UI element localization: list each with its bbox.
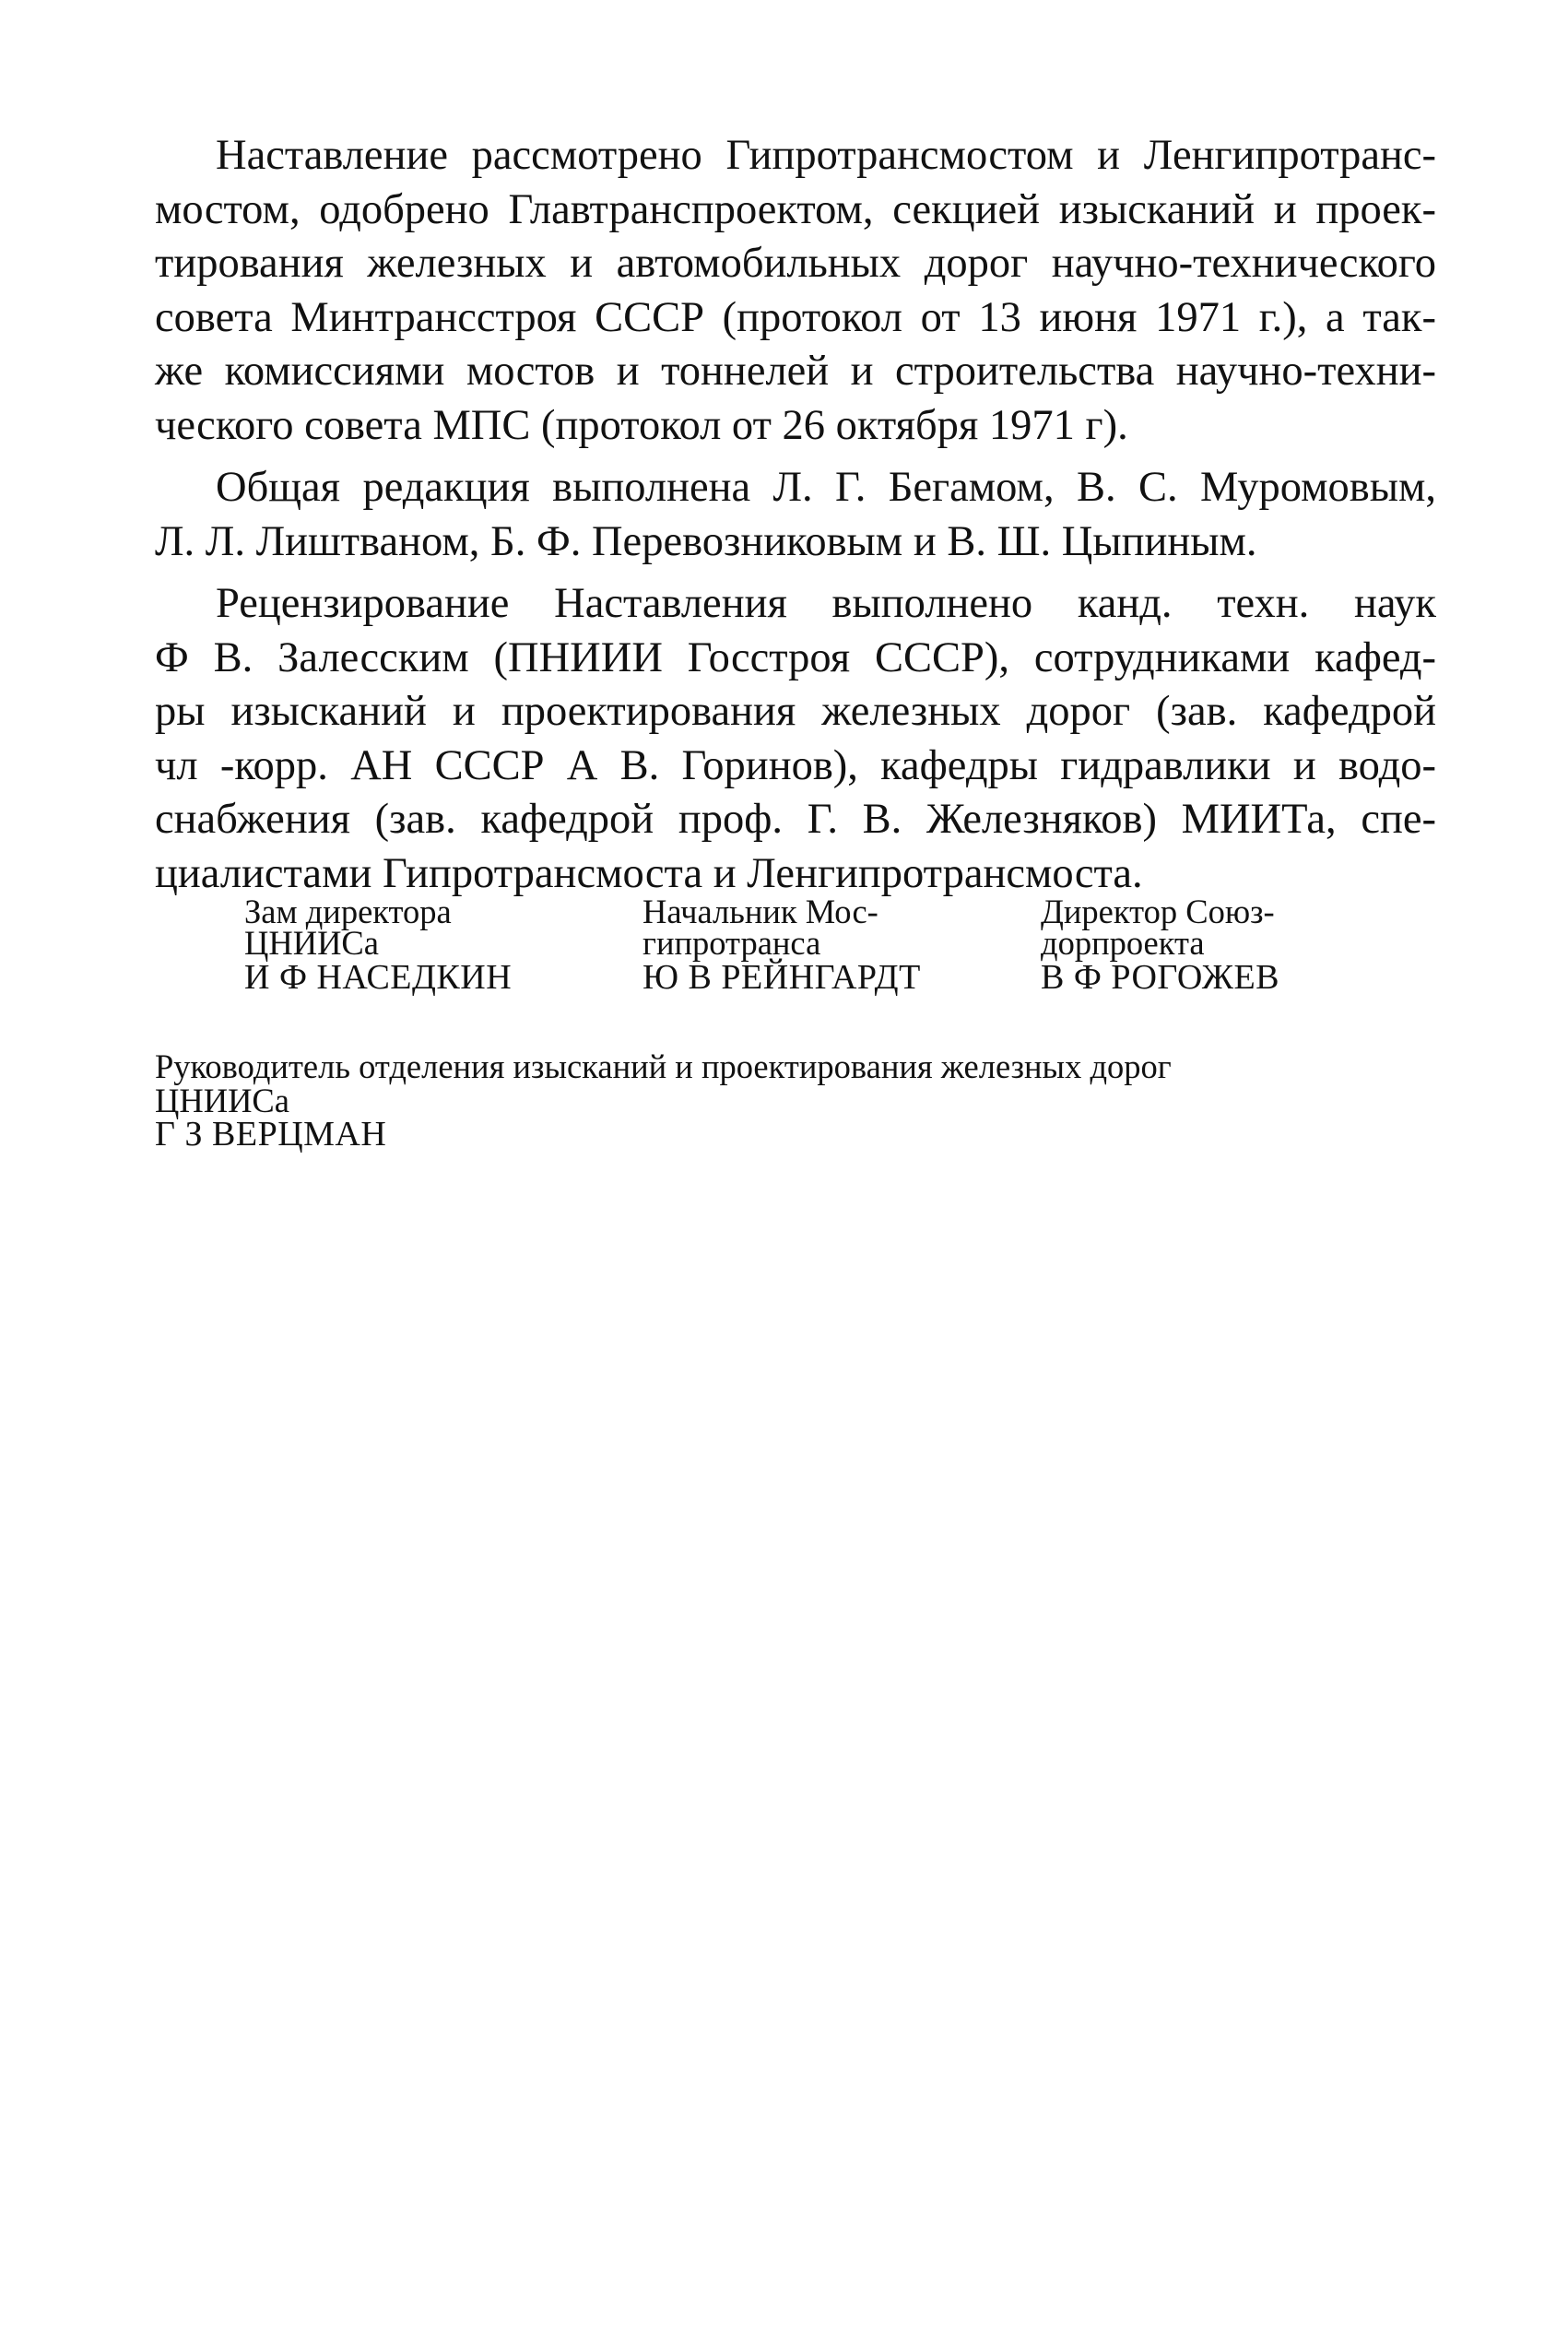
text-line: чл -корр. АН СССР А В. Горинов), кафедры гидравлики и водо- — [155, 741, 1436, 789]
text-line: Рецензирование Наставления выполнено канд. техн. наук — [216, 580, 1436, 627]
text-line: совета Минтрансстроя СССР (протокол от 13 июня 1971 г.), а так- — [155, 293, 1436, 341]
signatory-title: Начальник Мос- — [643, 893, 878, 930]
text-line: ческого совета МПС (протокол от 26 октября 1971 г). — [155, 401, 1128, 449]
text-line: циалистами Гипротрансмоста и Ленгипротрансмоста. — [155, 849, 1143, 897]
text-line: же комиссиями мостов и тоннелей и строительства научно-техни- — [155, 348, 1436, 395]
signatory-title: Зам директора — [244, 893, 452, 930]
signatory-name: Ю В РЕЙНГАРДТ — [643, 958, 921, 997]
text-line: мостом, одобрено Главтранспроектом, секцией изысканий и проек- — [155, 185, 1436, 233]
department-head-organization: ЦНИИСа — [155, 1082, 289, 1119]
department-head-name: Г З ВЕРЦМАН — [155, 1115, 387, 1154]
text-line: Л. Л. Лиштваном, Б. Ф. Перевозниковым и В. Ш. Цыпиным. — [155, 517, 1257, 565]
department-head-title: Руководитель отделения изысканий и проектирования железных дорог — [155, 1047, 1172, 1085]
signature-column — [1041, 893, 1280, 997]
signature-column — [244, 893, 513, 997]
paragraph-review — [155, 577, 1436, 901]
paragraph-approval — [155, 129, 1436, 453]
text-line: Общая редакция выполнена Л. Г. Бегамом, В. С. Муромовым, — [216, 464, 1436, 511]
approval-text — [155, 129, 1436, 909]
paragraph-editors — [155, 461, 1436, 569]
signature-column — [643, 893, 921, 997]
text-line: тирования железных и автомобильных дорог научно-технического — [155, 240, 1436, 287]
text-line: Ф В. Залесским (ПНИИИ Госстроя СССР), сотрудниками кафед- — [155, 633, 1436, 681]
signatory-organization: дорпроекта — [1041, 924, 1205, 962]
text-line: снабжения (зав. кафедрой проф. Г. В. Железняков) МИИТа, спе- — [155, 796, 1436, 843]
text-line: Наставление рассмотрено Гипротрансмостом и Ленгипротранс- — [216, 132, 1436, 179]
signatory-organization: гипротранса — [643, 924, 821, 962]
department-head-block — [155, 1049, 1172, 1152]
signatory-name: В Ф РОГОЖЕВ — [1041, 958, 1280, 997]
signatory-organization: ЦНИИСа — [244, 924, 379, 962]
text-line: ры изысканий и проектирования железных дорог (зав. кафедрой — [155, 688, 1436, 735]
signatory-name: И Ф НАСЕДКИН — [244, 958, 513, 997]
signatory-title: Директор Союз- — [1041, 893, 1275, 930]
